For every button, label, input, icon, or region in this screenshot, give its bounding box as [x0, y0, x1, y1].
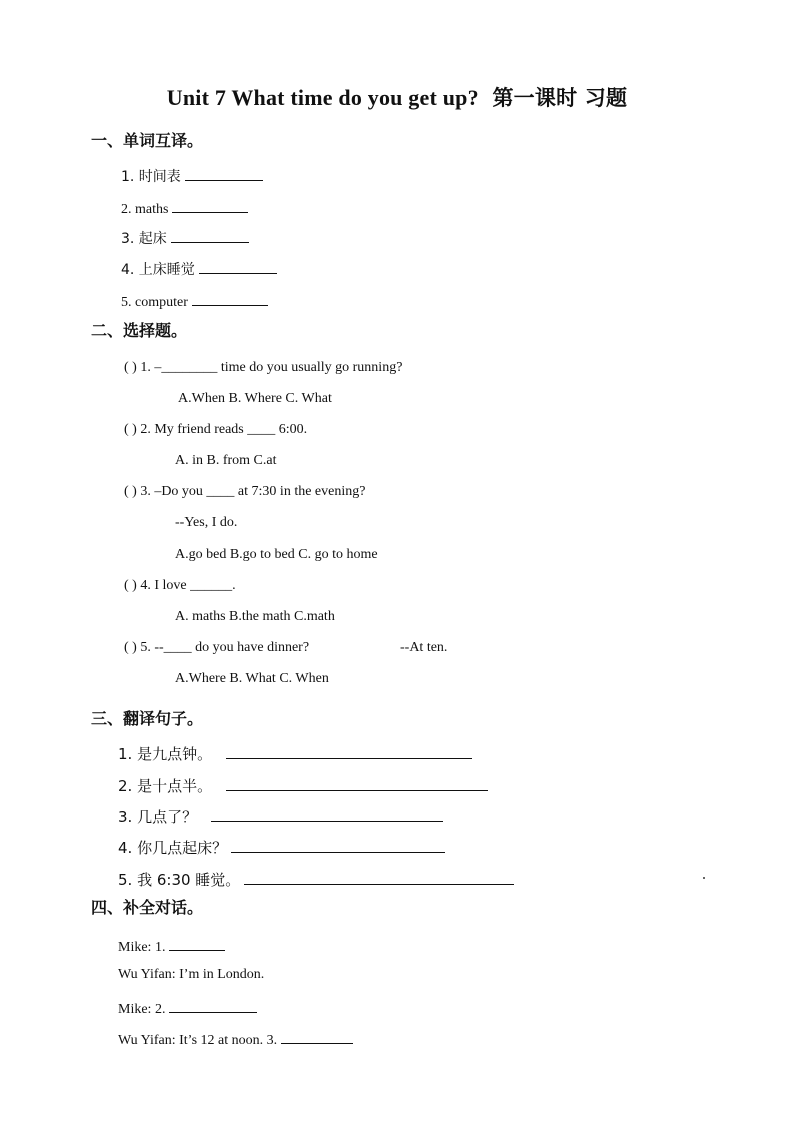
dialogue-line-1: Mike: 1. [118, 936, 225, 956]
page-title [0, 82, 794, 112]
s3-item-1: 1. 是九点钟。 [118, 743, 472, 764]
dialogue-line-3: Mike: 2. [118, 998, 257, 1018]
answer-blank[interactable] [281, 1029, 353, 1044]
s3-item-4: 4. 你几点起床？ [118, 837, 445, 858]
section-2-heading: 二、选择题。 [91, 321, 188, 340]
q4-stem: ( ) 4. I love ______. [124, 578, 236, 593]
answer-blank[interactable] [169, 998, 257, 1013]
q5-stem: ( ) 5. --____ do you have dinner? [124, 640, 310, 655]
section-1-heading: 一、单词互译。 [91, 131, 204, 150]
answer-blank[interactable] [171, 228, 249, 243]
q3-reply: --Yes, I do. [175, 515, 238, 530]
answer-blank[interactable] [172, 198, 248, 213]
q3-stem: ( ) 3. –Do you ____ at 7:30 in the evening? [124, 484, 366, 499]
answer-blank[interactable] [185, 166, 263, 181]
section-3-heading: 三、翻译句子。 [91, 709, 204, 728]
s1-item-5: 5. computer [121, 291, 268, 311]
s1-item-2: 2. maths [121, 198, 248, 218]
section-4-heading: 四、补全对话。 [91, 898, 204, 917]
s1-item-3: 3. 起床 [121, 228, 249, 248]
s3-item-5: 5. 我 6:30 睡觉。 [118, 869, 514, 890]
title-english: Unit 7 What time do you get up? [166, 85, 479, 110]
answer-blank[interactable] [192, 291, 268, 306]
q5-options: A.Where B. What C. When [175, 671, 329, 686]
answer-blank[interactable] [231, 838, 445, 853]
dialogue-line-2: Wu Yifan: I’m in London. [118, 967, 265, 982]
answer-blank[interactable] [226, 776, 488, 791]
answer-blank[interactable] [226, 744, 472, 759]
answer-blank[interactable] [169, 936, 225, 951]
answer-blank[interactable] [211, 807, 443, 822]
answer-blank[interactable] [199, 259, 277, 274]
q5-reply: --At ten. [400, 640, 448, 655]
answer-blank[interactable] [244, 870, 514, 885]
title-chinese: 第一课时 习题 [492, 86, 628, 110]
q2-stem: ( ) 2. My friend reads ____ 6:00. [124, 422, 308, 437]
q1-options: A.When B. Where C. What [178, 391, 332, 406]
s3-item-2: 2. 是十点半。 [118, 775, 488, 796]
stray-dot [703, 877, 705, 879]
s1-item-4: 4. 上床睡觉 [121, 259, 277, 279]
q2-options: A. in B. from C.at [175, 453, 277, 468]
s3-item-3: 3. 几点了？ [118, 806, 443, 827]
q1-stem: ( ) 1. –________ time do you usually go running? [124, 360, 403, 375]
q3-options: A.go bed B.go to bed C. go to home [175, 547, 378, 562]
q4-options: A. maths B.the math C.math [175, 609, 335, 624]
dialogue-line-4: Wu Yifan: It’s 12 at noon. 3. [118, 1029, 353, 1049]
s1-item-1: 1. 时间表 [121, 166, 263, 186]
